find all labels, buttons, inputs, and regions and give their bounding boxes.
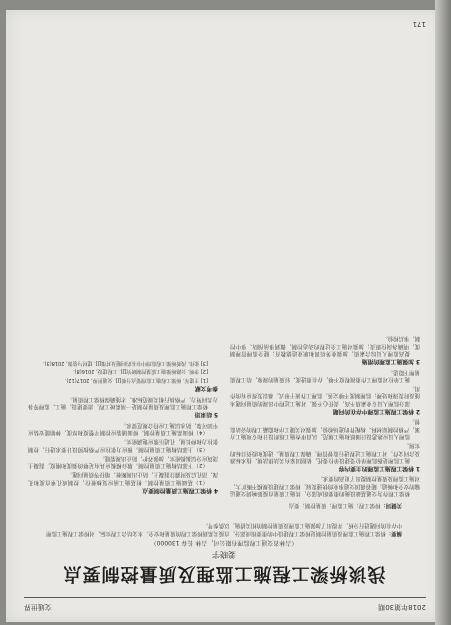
article-title: 浅谈桥梁工程施工监理及质量控制要点 bbox=[62, 563, 386, 584]
scanned-page bbox=[6, 10, 442, 622]
body-paragraph: 桥梁工程作为交通基础设施的重要组成部分，其施工质量直接影响到交通运输的安全和畅通。随着我国交通事业的快速发展，桥梁工程建设规模不断扩大，对施工监理及质量控制提出了更高的要求。 bbox=[230, 475, 420, 496]
body-paragraph: 桥梁工程施工监理及质量控制是一项系统工程，需要建设、施工、监理等各方共同努力，严格执行相关规范标准，才能确保桥梁工程质量。 bbox=[28, 395, 218, 410]
body-paragraph: （1）基础施工质量控制。桩基施工前应复核桩位，控制成孔垂直度和孔深，清孔后及时灌注混凝土，防止出现断桩、缩径等质量问题。 bbox=[28, 471, 218, 485]
running-header bbox=[24, 598, 426, 612]
book-spine-shadow bbox=[435, 0, 451, 625]
body-paragraph: 施工监理是指监理单位受建设单位委托，依据国家有关法律法规、技术标准及合同文件，对工程施工过程进行监督管理，确保工程质量、进度和投资目标的实现。 bbox=[230, 442, 420, 463]
section-heading: 5 结束语 bbox=[194, 411, 218, 418]
rotated-content bbox=[6, 10, 442, 622]
keywords-text: 桥梁工程；施工监理；质量控制；要点 bbox=[288, 502, 381, 508]
reference-item: [3] 张伟. 浅析桥梁工程监理中存在的问题及对策[J]. 建材与装饰, 2018(3). bbox=[43, 359, 208, 366]
body-paragraph: （2）下部结构施工质量控制。墩台模板应具有足够的强度和刚度，混凝土浇筑应分层振捣密实，加强养护，防止出现裂缝。 bbox=[28, 454, 218, 469]
abstract-block bbox=[46, 521, 402, 536]
body-paragraph: 监理人员应熟悉设计图纸和施工规范，认真审查施工组织设计和专项施工方案，严格控制原材料、构配件的进场检验，加强对关键工序和隐蔽工程的旁站监督。 bbox=[230, 418, 420, 439]
body-paragraph: （3）上部结构施工质量控制。预应力张拉应严格按照设计要求进行，控制张拉力和伸长量，孔道压浆应饱满密实。 bbox=[28, 438, 218, 452]
page-number: 171 bbox=[412, 20, 426, 28]
body-paragraph: 施工单位对监理工作重视程度不够，存在重进度、轻质量的现象，给工程质量埋下隐患。 bbox=[230, 368, 420, 382]
section-heading: 3 加强施工监理的措施 bbox=[361, 358, 420, 365]
journal-issue: 2018年第30期 bbox=[378, 603, 426, 611]
section-heading: 2 桥梁工程施工监理中存在的问题 bbox=[332, 408, 420, 415]
body-column-right bbox=[28, 357, 218, 496]
section-heading: 1 桥梁工程施工监理的主要内容 bbox=[338, 465, 420, 472]
reference-item: [2] 李明. 公路桥梁施工质量控制研究[J]. 工程建设, 2016(8). bbox=[73, 368, 208, 375]
body-paragraph: 部分监理人员专业素质不高，责任心不强，对施工过程中出现的质量问题未能及时发现和处理；监理制度不够完善，监理工作流于形式，难以发挥应有的作用。 bbox=[230, 385, 420, 406]
article-affiliation: （吉林省交通工程监理有限公司，吉林 长春 130000） bbox=[150, 539, 298, 546]
keywords-block bbox=[46, 502, 402, 510]
journal-name: 交通世界 bbox=[24, 603, 52, 611]
section-heading: 4 桥梁工程施工质量控制要点 bbox=[142, 487, 218, 493]
body-column-left bbox=[230, 332, 420, 496]
reference-item: [1] 王建军. 桥梁工程施工监理要点分析[J]. 交通世界, 2017(12). bbox=[64, 377, 208, 384]
header-rule bbox=[24, 597, 426, 598]
article-author: 姜晓宇 bbox=[212, 550, 236, 559]
abstract-label: 摘要： bbox=[385, 530, 402, 536]
abstract-text: 桥梁工程施工监理及质量控制是桥梁工程建设中的重要组成部分，直接关系到桥梁工程的质量和安全。本文结合工程实际，对桥梁工程施工监理中存在的问题进行分析，并提出了加强施工监理及质量控制的相关措施，以供参考。 bbox=[46, 522, 402, 536]
body-paragraph: 提高监理人员综合素质，加强业务培训和职业道德教育；健全监理管理制度，明确各岗位职责；加强对施工全过程的动态控制，做到事前预防、事中控制、事后检验。 bbox=[230, 335, 420, 356]
section-heading: 参考文献 bbox=[194, 385, 218, 392]
keywords-label: 关键词： bbox=[380, 502, 402, 508]
body-paragraph: （4）桥面系施工质量控制。桥面铺装应控制平整度和厚度，伸缩缝安装应牢固可靠，防水层施工应符合规范要求。 bbox=[28, 421, 218, 435]
